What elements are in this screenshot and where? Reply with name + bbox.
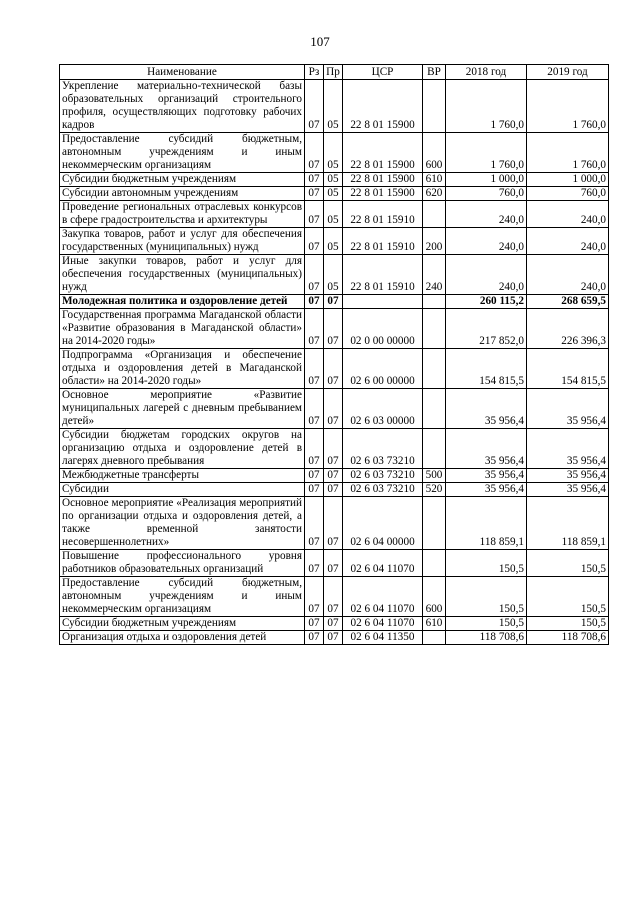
row-vr bbox=[423, 295, 446, 309]
row-rz: 07 bbox=[305, 295, 324, 309]
row-amount-2019: 760,0 bbox=[527, 187, 609, 201]
row-amount-2019: 35 956,4 bbox=[527, 389, 609, 429]
row-amount-2018: 118 859,1 bbox=[446, 497, 527, 550]
row-csr: 02 6 04 11350 bbox=[343, 631, 423, 645]
row-vr bbox=[423, 80, 446, 133]
row-pr: 07 bbox=[324, 295, 343, 309]
row-name: Субсидии автономным учреждениям bbox=[60, 187, 305, 201]
table-row bbox=[60, 497, 609, 550]
row-vr: 240 bbox=[423, 255, 446, 295]
row-pr: 05 bbox=[324, 173, 343, 187]
row-vr bbox=[423, 309, 446, 349]
row-name: Субсидии бюджетным учреждениям bbox=[60, 617, 305, 631]
row-csr: 02 6 04 00000 bbox=[343, 497, 423, 550]
row-name: Основное мероприятие «Реализация мероприятий по организации отдыха и оздоровления детей, а также временной занятости несовершеннолетних» bbox=[60, 497, 305, 550]
row-csr: 22 8 01 15900 bbox=[343, 187, 423, 201]
header-2019: 2019 год bbox=[527, 65, 609, 80]
header-csr: ЦСР bbox=[343, 65, 423, 80]
row-csr: 02 6 04 11070 bbox=[343, 617, 423, 631]
row-vr bbox=[423, 631, 446, 645]
row-vr bbox=[423, 429, 446, 469]
row-rz: 07 bbox=[305, 429, 324, 469]
row-csr: 02 6 03 73210 bbox=[343, 429, 423, 469]
row-vr: 620 bbox=[423, 187, 446, 201]
row-pr: 05 bbox=[324, 228, 343, 255]
row-amount-2019: 118 708,6 bbox=[527, 631, 609, 645]
row-rz: 07 bbox=[305, 228, 324, 255]
row-amount-2019: 154 815,5 bbox=[527, 349, 609, 389]
row-name: Укрепление материально-технической базы образовательных организаций строительного профиля, осуществляющих подготовку рабочих кадров bbox=[60, 80, 305, 133]
row-pr: 05 bbox=[324, 255, 343, 295]
row-rz: 07 bbox=[305, 80, 324, 133]
row-csr: 22 8 01 15900 bbox=[343, 173, 423, 187]
row-amount-2019: 1 760,0 bbox=[527, 133, 609, 173]
row-rz: 07 bbox=[305, 617, 324, 631]
row-vr bbox=[423, 201, 446, 228]
row-name: Субсидии бюджетам городских округов на организацию отдыха и оздоровление детей в лагерях дневного пребывания bbox=[60, 429, 305, 469]
row-amount-2019: 35 956,4 bbox=[527, 469, 609, 483]
row-amount-2018: 240,0 bbox=[446, 255, 527, 295]
table-row bbox=[60, 631, 609, 645]
row-rz: 07 bbox=[305, 173, 324, 187]
row-vr: 200 bbox=[423, 228, 446, 255]
row-rz: 07 bbox=[305, 497, 324, 550]
row-rz: 07 bbox=[305, 550, 324, 577]
row-amount-2019: 35 956,4 bbox=[527, 483, 609, 497]
row-pr: 07 bbox=[324, 483, 343, 497]
row-name: Проведение региональных отраслевых конкурсов в сфере градостроительства и архитектуры bbox=[60, 201, 305, 228]
row-amount-2019: 240,0 bbox=[527, 228, 609, 255]
table-row bbox=[60, 483, 609, 497]
row-name: Повышение профессионального уровня работников образовательных организаций bbox=[60, 550, 305, 577]
table-row bbox=[60, 255, 609, 295]
row-amount-2018: 217 852,0 bbox=[446, 309, 527, 349]
row-pr: 05 bbox=[324, 133, 343, 173]
row-amount-2018: 154 815,5 bbox=[446, 349, 527, 389]
row-pr: 07 bbox=[324, 349, 343, 389]
row-csr: 02 6 00 00000 bbox=[343, 349, 423, 389]
row-rz: 07 bbox=[305, 469, 324, 483]
row-csr: 22 8 01 15900 bbox=[343, 133, 423, 173]
row-pr: 07 bbox=[324, 577, 343, 617]
row-pr: 07 bbox=[324, 309, 343, 349]
table-row bbox=[60, 389, 609, 429]
table-row bbox=[60, 469, 609, 483]
row-name: Подпрограмма «Организация и обеспечение отдыха и оздоровления детей в Магаданской области» на 2014-2020 годы» bbox=[60, 349, 305, 389]
row-rz: 07 bbox=[305, 631, 324, 645]
row-amount-2019: 240,0 bbox=[527, 201, 609, 228]
table-row bbox=[60, 617, 609, 631]
row-name: Молодежная политика и оздоровление детей bbox=[60, 295, 305, 309]
row-amount-2019: 35 956,4 bbox=[527, 429, 609, 469]
row-amount-2018: 150,5 bbox=[446, 577, 527, 617]
header-2018: 2018 год bbox=[446, 65, 527, 80]
header-vr: ВР bbox=[423, 65, 446, 80]
row-amount-2018: 240,0 bbox=[446, 201, 527, 228]
row-vr: 610 bbox=[423, 173, 446, 187]
header-rz: Рз bbox=[305, 65, 324, 80]
row-csr: 02 0 00 00000 bbox=[343, 309, 423, 349]
row-pr: 07 bbox=[324, 617, 343, 631]
table-header bbox=[60, 65, 609, 80]
table-row bbox=[60, 577, 609, 617]
row-amount-2019: 240,0 bbox=[527, 255, 609, 295]
row-amount-2018: 240,0 bbox=[446, 228, 527, 255]
row-amount-2018: 1 760,0 bbox=[446, 80, 527, 133]
row-amount-2018: 150,5 bbox=[446, 550, 527, 577]
row-vr bbox=[423, 389, 446, 429]
table-row bbox=[60, 550, 609, 577]
table-row bbox=[60, 309, 609, 349]
row-pr: 05 bbox=[324, 187, 343, 201]
row-amount-2019: 1 760,0 bbox=[527, 80, 609, 133]
table-row bbox=[60, 228, 609, 255]
row-csr: 22 8 01 15910 bbox=[343, 255, 423, 295]
table-row bbox=[60, 133, 609, 173]
row-name: Предоставление субсидий бюджетным, автономным учреждениям и иным некоммерческим организациям bbox=[60, 577, 305, 617]
row-csr: 02 6 04 11070 bbox=[343, 550, 423, 577]
row-pr: 05 bbox=[324, 80, 343, 133]
row-amount-2018: 35 956,4 bbox=[446, 469, 527, 483]
budget-table bbox=[59, 64, 609, 645]
row-rz: 07 bbox=[305, 201, 324, 228]
row-rz: 07 bbox=[305, 133, 324, 173]
row-csr: 22 8 01 15910 bbox=[343, 201, 423, 228]
row-amount-2019: 150,5 bbox=[527, 577, 609, 617]
row-csr: 02 6 03 73210 bbox=[343, 483, 423, 497]
row-amount-2018: 35 956,4 bbox=[446, 483, 527, 497]
row-pr: 05 bbox=[324, 201, 343, 228]
row-csr: 02 6 04 11070 bbox=[343, 577, 423, 617]
row-name: Иные закупки товаров, работ и услуг для обеспечения государственных (муниципальных) нужд bbox=[60, 255, 305, 295]
row-vr bbox=[423, 550, 446, 577]
row-pr: 07 bbox=[324, 429, 343, 469]
row-amount-2019: 150,5 bbox=[527, 617, 609, 631]
row-name: Организация отдыха и оздоровления детей bbox=[60, 631, 305, 645]
row-amount-2018: 150,5 bbox=[446, 617, 527, 631]
row-rz: 07 bbox=[305, 389, 324, 429]
table-row bbox=[60, 295, 609, 309]
row-pr: 07 bbox=[324, 631, 343, 645]
row-csr: 02 6 03 73210 bbox=[343, 469, 423, 483]
row-amount-2018: 118 708,6 bbox=[446, 631, 527, 645]
row-rz: 07 bbox=[305, 349, 324, 389]
row-amount-2019: 226 396,3 bbox=[527, 309, 609, 349]
row-vr: 600 bbox=[423, 133, 446, 173]
row-vr bbox=[423, 349, 446, 389]
row-name: Предоставление субсидий бюджетным, автономным учреждениям и иным некоммерческим организациям bbox=[60, 133, 305, 173]
row-pr: 07 bbox=[324, 550, 343, 577]
row-pr: 07 bbox=[324, 469, 343, 483]
table-row bbox=[60, 187, 609, 201]
table-row bbox=[60, 429, 609, 469]
row-pr: 07 bbox=[324, 389, 343, 429]
row-amount-2018: 35 956,4 bbox=[446, 429, 527, 469]
row-vr: 610 bbox=[423, 617, 446, 631]
row-rz: 07 bbox=[305, 187, 324, 201]
row-rz: 07 bbox=[305, 309, 324, 349]
row-name: Межбюджетные трансферты bbox=[60, 469, 305, 483]
table-row bbox=[60, 201, 609, 228]
row-rz: 07 bbox=[305, 255, 324, 295]
row-name: Субсидии бюджетным учреждениям bbox=[60, 173, 305, 187]
row-amount-2019: 268 659,5 bbox=[527, 295, 609, 309]
row-amount-2018: 1 000,0 bbox=[446, 173, 527, 187]
row-name: Закупка товаров, работ и услуг для обеспечения государственных (муниципальных) нужд bbox=[60, 228, 305, 255]
row-name: Государственная программа Магаданской области «Развитие образования в Магаданской области» на 2014-2020 годы» bbox=[60, 309, 305, 349]
row-amount-2018: 260 115,2 bbox=[446, 295, 527, 309]
row-amount-2018: 1 760,0 bbox=[446, 133, 527, 173]
page-number: 107 bbox=[310, 34, 330, 49]
row-rz: 07 bbox=[305, 483, 324, 497]
row-pr: 07 bbox=[324, 497, 343, 550]
row-amount-2019: 118 859,1 bbox=[527, 497, 609, 550]
row-amount-2019: 150,5 bbox=[527, 550, 609, 577]
table-row bbox=[60, 349, 609, 389]
header-pr: Пр bbox=[324, 65, 343, 80]
row-amount-2019: 1 000,0 bbox=[527, 173, 609, 187]
row-csr: 02 6 03 00000 bbox=[343, 389, 423, 429]
row-amount-2018: 760,0 bbox=[446, 187, 527, 201]
row-rz: 07 bbox=[305, 577, 324, 617]
header-name: Наименование bbox=[60, 65, 305, 80]
row-amount-2018: 35 956,4 bbox=[446, 389, 527, 429]
row-csr: 22 8 01 15900 bbox=[343, 80, 423, 133]
row-vr bbox=[423, 497, 446, 550]
table-row bbox=[60, 80, 609, 133]
row-csr: 22 8 01 15910 bbox=[343, 228, 423, 255]
row-csr bbox=[343, 295, 423, 309]
table-body bbox=[60, 80, 609, 645]
row-vr: 500 bbox=[423, 469, 446, 483]
row-name: Субсидии bbox=[60, 483, 305, 497]
row-vr: 520 bbox=[423, 483, 446, 497]
row-name: Основное мероприятие «Развитие муниципальных лагерей с дневным пребыванием детей» bbox=[60, 389, 305, 429]
table-row bbox=[60, 173, 609, 187]
row-vr: 600 bbox=[423, 577, 446, 617]
